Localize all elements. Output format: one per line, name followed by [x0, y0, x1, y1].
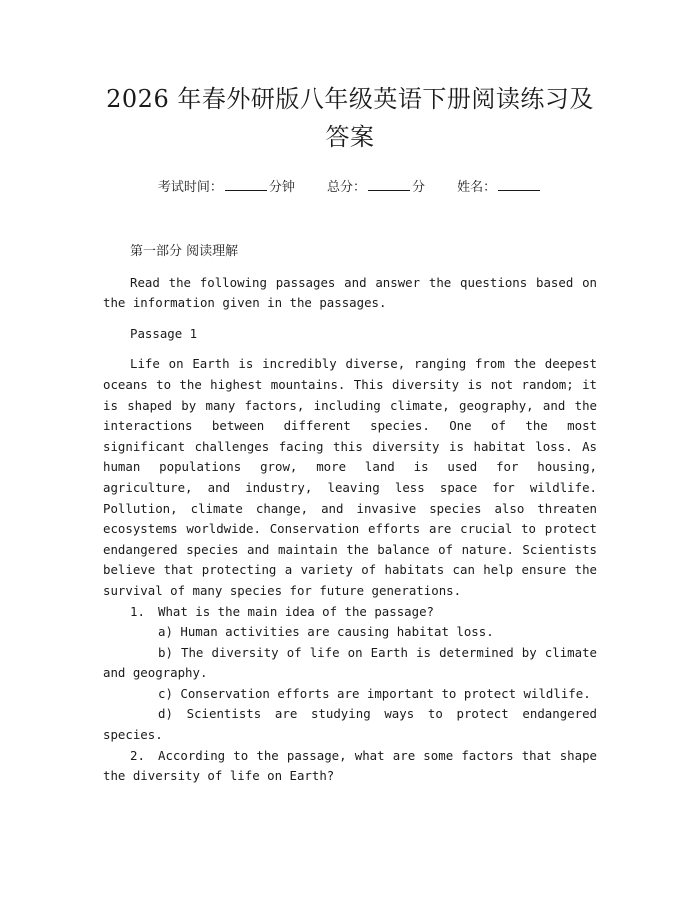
passage-label: Passage 1: [130, 325, 198, 341]
score-field: [327, 180, 429, 195]
section-title: 第一部分 阅读理解: [130, 244, 239, 259]
time-unit: 分钟: [268, 180, 295, 195]
question-2: [103, 746, 597, 787]
name-label: 姓名：: [457, 180, 497, 195]
name-blank: [498, 176, 540, 191]
instructions: Read the following passages and answer the questions based on the information given in the passages.: [103, 274, 597, 311]
title-line-2: 答案: [325, 123, 375, 151]
exam-info-line: [103, 176, 597, 198]
question-text: According to the passage, what are some factors that shape the diversity of life on Earth?: [103, 747, 597, 784]
question-1: [103, 602, 597, 623]
title-line-1: 2026 年春外研版八年级英语下册阅读练习及: [106, 85, 594, 113]
question-text: What is the main idea of the passage?: [158, 603, 435, 619]
document-body: [103, 242, 597, 787]
score-label: 总分：: [326, 180, 366, 195]
option-d: d) Scientists are studying ways to protect endangered species.: [103, 706, 597, 743]
option-a: a) Human activities are causing habitat loss.: [158, 624, 494, 640]
time-label: 考试时间：: [157, 180, 223, 195]
question-number: 2.: [130, 747, 145, 763]
question-number: 1.: [130, 603, 145, 619]
option-c: c) Conservation efforts are important to protect wildlife.: [158, 685, 591, 701]
option-b: b) The diversity of life on Earth is determined by climate and geography.: [103, 644, 597, 681]
time-field: [158, 180, 299, 195]
time-blank: [225, 176, 267, 191]
score-unit: 分: [412, 180, 426, 195]
score-blank: [368, 176, 410, 191]
document-title: [103, 0, 597, 156]
passage-text: Life on Earth is incredibly diverse, ranging from the deepest oceans to the highest mountains. This diversity is not random; it is shaped by many factors, including climate, geography, and the interactions between different species. One of the most significant challenges facing this diversity is habitat loss. As human populations grow, more land is used for housing, agriculture, and industry, leaving less space for wildlife. Pollution, climate change, and invasive species also threaten ecosystems worldwide. Conservation efforts are crucial to protect endangered species and maintain the balance of nature. Scientists believe that protecting a variety of habitats can help ensure the survival of many species for future generations.: [103, 356, 597, 598]
name-field: [457, 180, 542, 195]
